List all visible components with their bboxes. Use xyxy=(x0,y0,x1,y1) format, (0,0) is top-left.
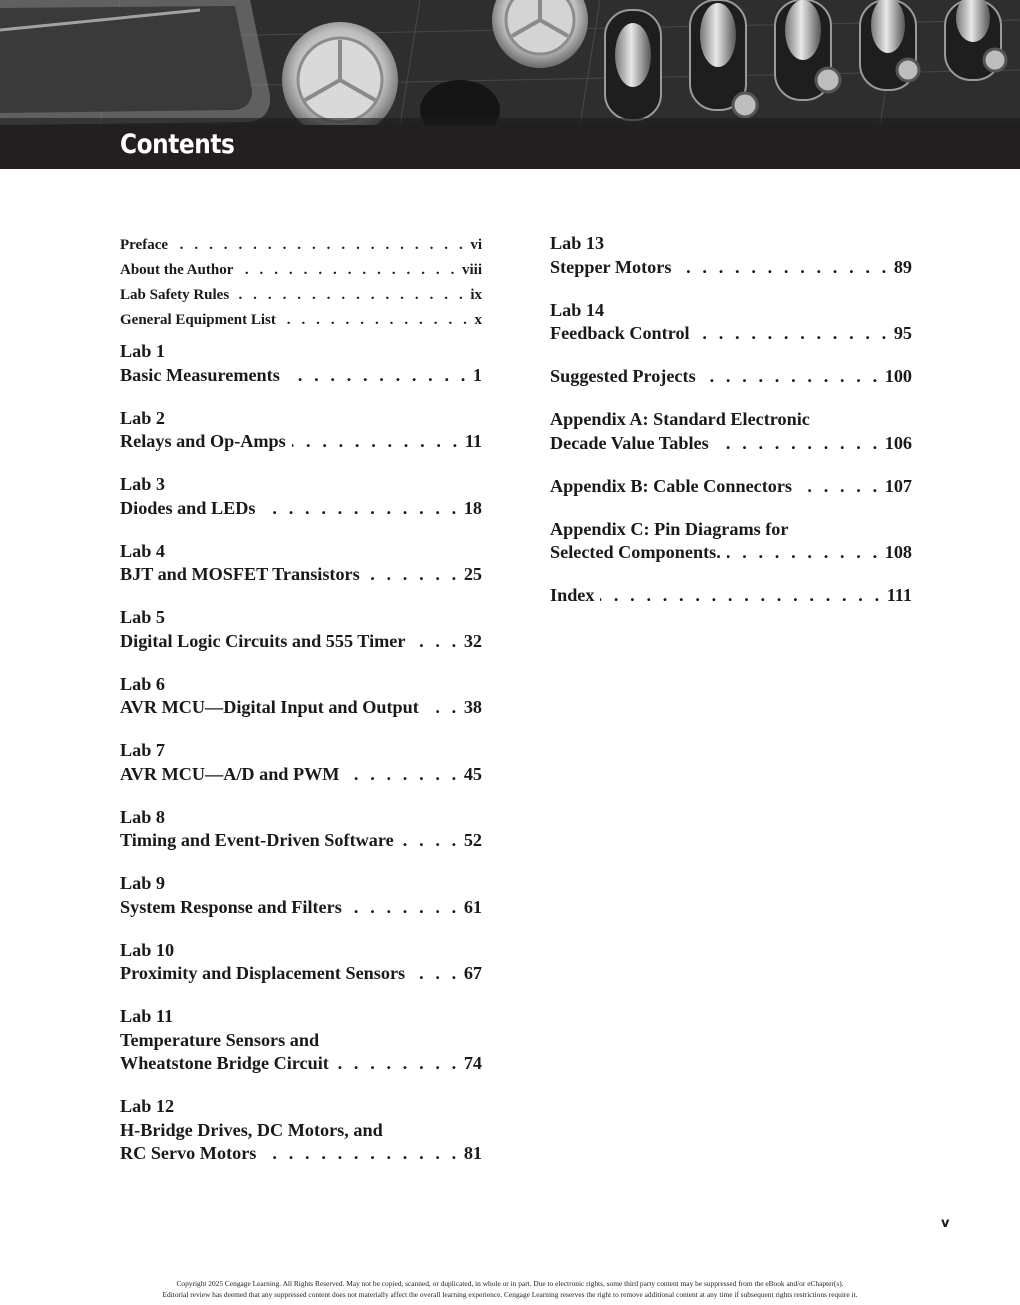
toc-entry-title: Selected Components. xyxy=(550,542,721,562)
toc-entry-title-row xyxy=(120,497,482,521)
toc-entry[interactable] xyxy=(550,475,912,499)
toc-entry[interactable] xyxy=(550,518,912,565)
leader-dots xyxy=(727,541,881,565)
toc-entry-title: System Response and Filters xyxy=(120,896,342,917)
toc-entry-title-line: Temperature Sensors and xyxy=(120,1029,320,1050)
toc-page-number: 106 xyxy=(884,432,912,453)
toc-entry-title: BJT and MOSFET Transistors xyxy=(120,564,360,584)
toc-entry[interactable] xyxy=(550,299,912,346)
toc-page-number: 45 xyxy=(463,763,482,784)
toc-entry-label: Lab Safety Rules xyxy=(120,287,230,303)
toc-entry-heading: Lab 4 xyxy=(120,540,165,561)
leader-dots xyxy=(286,364,469,388)
toc-page-number: x xyxy=(474,312,482,328)
leader-dots xyxy=(411,630,459,654)
toc-page-number: 67 xyxy=(463,963,482,983)
toc-entry-title-row xyxy=(120,364,482,388)
circuit-board-photo xyxy=(0,0,1020,125)
toc-entry-title-row xyxy=(550,541,912,565)
toc-page-number: 111 xyxy=(886,585,912,605)
toc-page-number: 38 xyxy=(463,697,482,717)
toc-entry-heading: Lab 3 xyxy=(120,474,165,494)
leader-dots xyxy=(677,256,889,280)
toc-entry-title-row xyxy=(120,763,482,787)
toc-entry-title: Diodes and LEDs xyxy=(120,497,256,518)
leader-dots xyxy=(366,563,460,587)
leader-dots xyxy=(600,584,882,608)
toc-entry-heading: Appendix A: Standard Electronic xyxy=(550,409,810,429)
toc-entry[interactable] xyxy=(120,939,482,986)
toc-entry-title: Digital Logic Circuits and 555 Timer xyxy=(120,630,406,651)
leader-dots xyxy=(335,1052,460,1076)
toc-entry-label: General Equipment List xyxy=(120,312,276,328)
toc-entry-title-row xyxy=(120,829,482,853)
toc-left-column xyxy=(120,232,482,1185)
leader-dots xyxy=(282,308,471,333)
toc-entry-heading: Lab 2 xyxy=(120,407,165,428)
toc-entry-front-matter[interactable] xyxy=(120,258,482,283)
leader-dots xyxy=(292,430,461,454)
leader-dots xyxy=(400,829,460,853)
lab-list-left xyxy=(120,340,482,1166)
toc-entry-heading: Lab 14 xyxy=(550,299,605,320)
toc-entry-front-matter[interactable] xyxy=(120,233,482,258)
toc-page-number: vi xyxy=(470,237,482,253)
leader-dots xyxy=(261,497,459,521)
leader-dots xyxy=(235,283,466,308)
toc-entry-title-row xyxy=(550,322,912,346)
toc-entry[interactable] xyxy=(120,739,482,786)
toc-entry-title-row xyxy=(120,630,482,654)
toc-page-number: 74 xyxy=(463,1053,482,1073)
toc-entry-title: Stepper Motors xyxy=(550,256,672,277)
toc-entry[interactable] xyxy=(120,806,482,853)
toc-entry[interactable] xyxy=(120,540,482,587)
toc-page-number: ix xyxy=(470,287,482,303)
leader-dots xyxy=(696,322,890,346)
leader-dots xyxy=(411,962,460,986)
toc-entry[interactable] xyxy=(120,673,482,720)
toc-entry-label: Preface xyxy=(120,237,169,253)
front-matter-list xyxy=(120,233,482,333)
toc-page-number: 108 xyxy=(884,542,912,562)
toc-entry[interactable] xyxy=(120,1005,482,1076)
toc-entry-heading: Lab 1 xyxy=(120,341,165,361)
toc-right-column xyxy=(550,232,912,627)
toc-entry[interactable] xyxy=(120,872,482,919)
toc-entry-title: Basic Measurements xyxy=(120,364,280,385)
toc-entry[interactable] xyxy=(550,584,912,608)
toc-entry-title: AVR MCU—A/D and PWM xyxy=(120,763,340,784)
leader-dots xyxy=(715,432,881,456)
leader-dots xyxy=(702,365,881,389)
toc-entry-title: Wheatstone Bridge Circuit xyxy=(120,1053,329,1073)
toc-page-number: 100 xyxy=(884,366,912,386)
toc-page-number: 89 xyxy=(893,256,912,277)
toc-entry[interactable] xyxy=(120,340,482,387)
toc-entry-heading: Lab 8 xyxy=(120,806,165,827)
copyright-line: Editorial review has deemed that any suppressed content does not materially affect the overall learning experience. Cengage Learning reserves the right to remove additional content at any time if subsequent rights restrictions require it. xyxy=(162,1290,858,1299)
toc-page-number: 18 xyxy=(463,497,482,518)
toc-entry-title-row xyxy=(550,365,912,389)
toc-entry-title: Proximity and Displacement Sensors xyxy=(120,963,406,983)
toc-entry-front-matter[interactable] xyxy=(120,283,482,308)
toc-page-number: 1 xyxy=(472,364,482,385)
toc-entry-heading: Lab 12 xyxy=(120,1096,175,1116)
toc-entry-heading: Lab 7 xyxy=(120,740,165,760)
toc-page-number: 52 xyxy=(463,830,482,850)
header-photo-banner xyxy=(0,0,1020,125)
toc-entry-title: Appendix B: Cable Connectors xyxy=(550,475,793,496)
toc-entry[interactable] xyxy=(550,232,912,279)
toc-entry-title-row xyxy=(120,1142,482,1166)
toc-entry-heading: Lab 5 xyxy=(120,607,165,627)
lab-list-right xyxy=(550,232,912,608)
toc-entry-title-row xyxy=(550,475,912,499)
toc-entry-title-row xyxy=(120,696,482,720)
toc-entry-title: Relays and Op-Amps xyxy=(120,431,286,451)
toc-entry[interactable] xyxy=(120,473,482,520)
toc-entry[interactable] xyxy=(120,1095,482,1166)
toc-page-number: 95 xyxy=(893,323,912,343)
toc-entry[interactable] xyxy=(120,407,482,454)
toc-entry-title-row xyxy=(120,563,482,587)
toc-page-number: 25 xyxy=(463,564,482,584)
leader-dots xyxy=(262,1142,459,1166)
toc-entry-title-line: H-Bridge Drives, DC Motors, and xyxy=(120,1119,383,1140)
toc-entry[interactable] xyxy=(120,606,482,653)
leader-dots xyxy=(239,258,458,283)
leader-dots xyxy=(345,763,459,787)
toc-entry-title: Suggested Projects xyxy=(550,366,696,386)
toc-entry-title: AVR MCU—Digital Input and Output xyxy=(120,697,419,717)
leader-dots xyxy=(425,696,460,720)
leader-dots xyxy=(798,475,881,499)
toc-page-number: 11 xyxy=(464,431,482,451)
copyright-notice xyxy=(0,1278,1020,1300)
toc-entry-title-row xyxy=(550,256,912,280)
page-number: v xyxy=(941,1216,950,1231)
toc-entry-heading: Lab 10 xyxy=(120,939,175,960)
toc-entry-title: Timing and Event-Driven Software xyxy=(120,830,394,850)
toc-entry-title-row xyxy=(120,430,482,454)
copyright-line: Copyright 2025 Cengage Learning. All Rights Reserved. May not be copied, scanned, or duplicated, in whole or in part. Due to electronic rights, some third party content may be suppressed from the eBook and/or eChapter(s). xyxy=(176,1279,844,1288)
toc-entry-heading: Lab 13 xyxy=(550,233,605,253)
toc-entry-heading: Lab 6 xyxy=(120,673,165,694)
toc-entry-title-row xyxy=(120,896,482,920)
page-title: Contents xyxy=(120,129,235,160)
toc-entry-heading: Appendix C: Pin Diagrams for xyxy=(550,518,789,539)
toc-entry-title: RC Servo Motors xyxy=(120,1143,257,1163)
toc-entry-heading: Lab 9 xyxy=(120,873,165,893)
toc-entry-title-row xyxy=(550,584,912,608)
leader-dots xyxy=(348,896,460,920)
toc-page-number: 32 xyxy=(463,630,482,651)
toc-entry-title: Decade Value Tables xyxy=(550,432,709,453)
toc-entry-title-row xyxy=(120,962,482,986)
toc-page-number: 61 xyxy=(463,896,482,917)
toc-entry-title: Feedback Control xyxy=(550,323,690,343)
toc-entry[interactable] xyxy=(550,408,912,455)
title-bar xyxy=(0,125,1020,169)
toc-entry-front-matter[interactable] xyxy=(120,308,482,333)
toc-page-number: viii xyxy=(461,262,482,278)
toc-page-number: 107 xyxy=(884,475,912,496)
toc-entry-title-row xyxy=(120,1052,482,1076)
toc-entry[interactable] xyxy=(550,365,912,389)
toc-entry-title: Index xyxy=(550,585,595,605)
toc-page-number: 81 xyxy=(463,1143,482,1163)
toc-entry-label: About the Author xyxy=(120,262,234,278)
leader-dots xyxy=(174,233,466,258)
toc-entry-heading: Lab 11 xyxy=(120,1006,174,1026)
toc-entry-title-row xyxy=(550,432,912,456)
